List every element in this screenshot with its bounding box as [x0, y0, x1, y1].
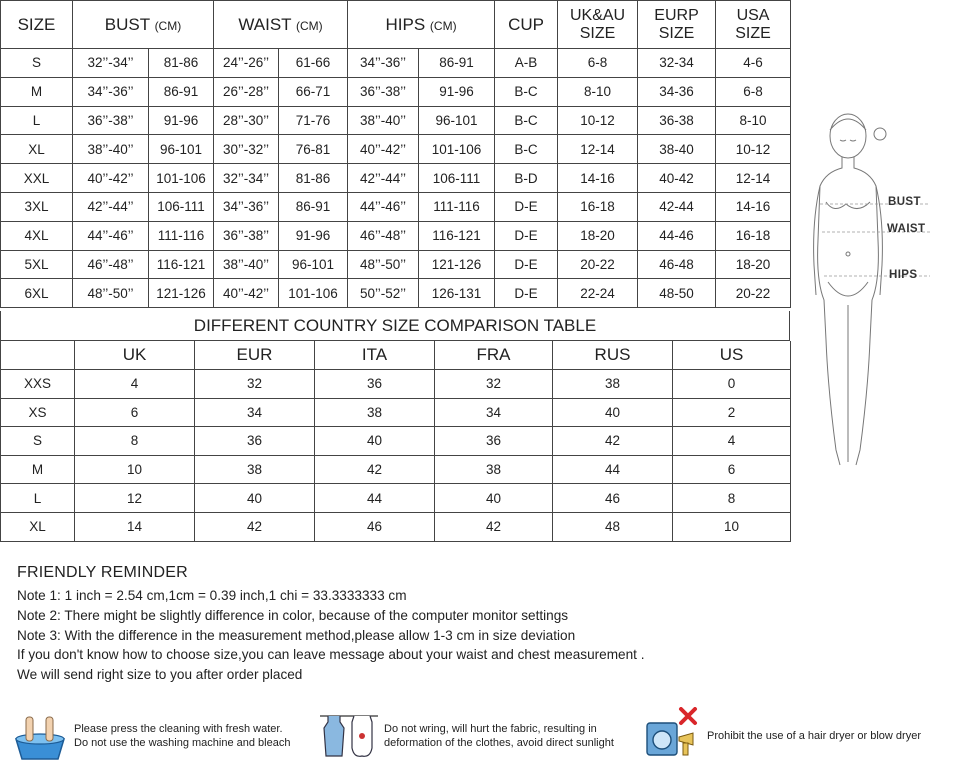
comparison-value-cell: 6	[75, 398, 195, 427]
comparison-value-cell: 8	[75, 427, 195, 456]
reminder-note-2: Note 2: There might be slightly difference in color, because of the computer monitor settings	[17, 607, 569, 623]
comparison-value-cell: 36	[435, 427, 553, 456]
comparison-table	[0, 341, 791, 542]
size-value-cell: 34’’-36’’	[73, 77, 149, 106]
size-value-cell: 96-101	[419, 106, 495, 135]
size-label-cell: M	[1, 77, 73, 106]
comparison-value-cell: 46	[553, 484, 673, 513]
header-ukau-size: UK&AU SIZE	[558, 1, 638, 49]
comparison-value-cell: 34	[435, 398, 553, 427]
comparison-value-cell: 6	[673, 455, 791, 484]
care-wash-instruction	[10, 706, 320, 766]
size-label-cell: XL	[1, 135, 73, 164]
header-usa-size: USA SIZE	[716, 1, 791, 49]
size-value-cell: 46-48	[638, 250, 716, 279]
size-row	[1, 279, 791, 308]
size-value-cell: 38’’-40’’	[214, 250, 279, 279]
size-value-cell: 18-20	[558, 221, 638, 250]
hair-bun-shape	[874, 128, 886, 140]
size-value-cell: B-D	[495, 164, 558, 193]
size-chart-table	[0, 0, 791, 308]
comparison-value-cell: 32	[435, 370, 553, 399]
comparison-header-cell	[1, 341, 75, 370]
size-value-cell: 81-86	[149, 49, 214, 78]
comparison-size-cell: L	[1, 484, 75, 513]
left-body-outline	[818, 157, 842, 465]
size-value-cell: D-E	[495, 279, 558, 308]
comparison-size-cell: XL	[1, 512, 75, 541]
size-value-cell: D-E	[495, 221, 558, 250]
reminder-note-1: Note 1: 1 inch = 2.54 cm,1cm = 0.39 inch,1 chi = 33.3333333 cm	[17, 588, 407, 603]
size-value-cell: 96-101	[149, 135, 214, 164]
size-value-cell: 4-6	[716, 49, 791, 78]
size-value-cell: 30’’-32’’	[214, 135, 279, 164]
size-value-cell: 40-42	[638, 164, 716, 193]
header-waist: WAIST (CM)	[214, 1, 348, 49]
size-value-cell: 111-116	[149, 221, 214, 250]
size-value-cell: 91-96	[149, 106, 214, 135]
size-value-cell: 46’’-48’’	[348, 221, 419, 250]
size-value-cell: 44’’-46’’	[348, 192, 419, 221]
header-size: SIZE	[1, 1, 73, 49]
comparison-row	[1, 370, 791, 399]
comparison-value-cell: 8	[673, 484, 791, 513]
size-row	[1, 221, 791, 250]
size-value-cell: 12-14	[716, 164, 791, 193]
header-eurp-size: EURP SIZE	[638, 1, 716, 49]
size-value-cell: 101-106	[149, 164, 214, 193]
size-value-cell: 6-8	[716, 77, 791, 106]
size-value-cell: 81-86	[279, 164, 348, 193]
reminder-note-4: If you don't know how to choose size,you can leave message about your waist and chest measurement .	[17, 647, 645, 663]
size-value-cell: 96-101	[279, 250, 348, 279]
comparison-value-cell: 40	[553, 398, 673, 427]
size-value-cell: 111-116	[419, 192, 495, 221]
size-value-cell: 44’’-46’’	[73, 221, 149, 250]
size-value-cell: 36’’-38’’	[73, 106, 149, 135]
size-value-cell: 71-76	[279, 106, 348, 135]
navel-shape	[846, 252, 850, 256]
comparison-header-cell: ITA	[315, 341, 435, 370]
comparison-value-cell: 40	[315, 427, 435, 456]
size-value-cell: 86-91	[149, 77, 214, 106]
size-row	[1, 250, 791, 279]
header-bust: BUST (CM)	[73, 1, 214, 49]
no-wring-icon	[318, 708, 380, 764]
size-value-cell: 48’’-50’’	[73, 279, 149, 308]
size-row	[1, 164, 791, 193]
size-value-cell: 116-121	[149, 250, 214, 279]
size-label-cell: S	[1, 49, 73, 78]
size-value-cell: 42-44	[638, 192, 716, 221]
comparison-value-cell: 44	[553, 455, 673, 484]
size-value-cell: 126-131	[419, 279, 495, 308]
comparison-size-cell: M	[1, 455, 75, 484]
size-value-cell: 48’’-50’’	[348, 250, 419, 279]
size-value-cell: 50’’-52’’	[348, 279, 419, 308]
body-measurement-figure	[800, 90, 960, 490]
size-value-cell: 20-22	[558, 250, 638, 279]
size-value-cell: 6-8	[558, 49, 638, 78]
comparison-value-cell: 0	[673, 370, 791, 399]
header-hips: HIPS (CM)	[348, 1, 495, 49]
size-value-cell: 46’’-48’’	[73, 250, 149, 279]
size-label-cell: L	[1, 106, 73, 135]
comparison-row	[1, 455, 791, 484]
comparison-header-cell: RUS	[553, 341, 673, 370]
comparison-value-cell: 38	[553, 370, 673, 399]
comparison-header-cell: UK	[75, 341, 195, 370]
comparison-value-cell: 44	[315, 484, 435, 513]
comparison-value-cell: 42	[435, 512, 553, 541]
size-value-cell: 28’’-30’’	[214, 106, 279, 135]
wash-text-2: Do not use the washing machine and bleach	[74, 737, 291, 749]
head-shape	[830, 114, 866, 158]
size-value-cell: 40’’-42’’	[348, 135, 419, 164]
size-value-cell: 34’’-36’’	[348, 49, 419, 78]
comparison-value-cell: 38	[195, 455, 315, 484]
reminder-note-5: We will send right size to you after order placed	[17, 667, 303, 683]
wring-text-2: deformation of the clothes, avoid direct sunlight	[384, 737, 614, 749]
comparison-row	[1, 512, 791, 541]
size-value-cell: 101-106	[279, 279, 348, 308]
size-value-cell: 12-14	[558, 135, 638, 164]
comparison-row	[1, 484, 791, 513]
size-value-cell: 76-81	[279, 135, 348, 164]
closed-eyes-shape	[840, 140, 856, 141]
comparison-header-cell: FRA	[435, 341, 553, 370]
bust-shape	[826, 202, 870, 209]
size-row	[1, 77, 791, 106]
comparison-value-cell: 42	[553, 427, 673, 456]
size-value-cell: 38’’-40’’	[348, 106, 419, 135]
wash-text-1: Please press the cleaning with fresh water.	[74, 723, 283, 735]
size-value-cell: 36’’-38’’	[348, 77, 419, 106]
hand-wash-icon	[10, 709, 70, 763]
size-value-cell: 44-46	[638, 221, 716, 250]
size-value-cell: 32’’-34’’	[214, 164, 279, 193]
comparison-size-cell: XS	[1, 398, 75, 427]
size-value-cell: 116-121	[419, 221, 495, 250]
comparison-row	[1, 427, 791, 456]
size-value-cell: 121-126	[419, 250, 495, 279]
size-row	[1, 135, 791, 164]
comparison-value-cell: 46	[315, 512, 435, 541]
size-label-cell: 4XL	[1, 221, 73, 250]
comparison-value-cell: 42	[195, 512, 315, 541]
size-value-cell: 48-50	[638, 279, 716, 308]
comparison-value-cell: 48	[553, 512, 673, 541]
comparison-value-cell: 40	[435, 484, 553, 513]
comparison-value-cell: 38	[315, 398, 435, 427]
size-value-cell: 10-12	[716, 135, 791, 164]
comparison-value-cell: 32	[195, 370, 315, 399]
size-value-cell: 86-91	[419, 49, 495, 78]
comparison-value-cell: 36	[315, 370, 435, 399]
size-value-cell: 8-10	[716, 106, 791, 135]
size-value-cell: 106-111	[419, 164, 495, 193]
size-value-cell: 101-106	[419, 135, 495, 164]
size-value-cell: 91-96	[419, 77, 495, 106]
size-value-cell: 38’’-40’’	[73, 135, 149, 164]
size-value-cell: 38-40	[638, 135, 716, 164]
comparison-value-cell: 34	[195, 398, 315, 427]
friendly-reminder	[17, 564, 777, 685]
size-value-cell: 42’’-44’’	[348, 164, 419, 193]
hips-label: HIPS	[889, 269, 918, 281]
size-value-cell: 32’’-34’’	[73, 49, 149, 78]
size-value-cell: 61-66	[279, 49, 348, 78]
right-body-outline	[854, 157, 878, 465]
size-value-cell: 86-91	[279, 192, 348, 221]
size-value-cell: 36-38	[638, 106, 716, 135]
reminder-note-3: Note 3: With the difference in the measurement method,please allow 1-3 cm in size deviation	[17, 627, 576, 643]
size-value-cell: 26’’-28’’	[214, 77, 279, 106]
size-value-cell: D-E	[495, 192, 558, 221]
care-dryer-instruction	[643, 706, 955, 766]
size-label-cell: XXL	[1, 164, 73, 193]
comparison-header-cell: US	[673, 341, 791, 370]
size-value-cell: 36’’-38’’	[214, 221, 279, 250]
dryer-text: Prohibit the use of a hair dryer or blow dryer	[707, 730, 921, 742]
comparison-value-cell: 12	[75, 484, 195, 513]
size-row	[1, 192, 791, 221]
no-dryer-icon	[643, 707, 703, 765]
comparison-value-cell: 40	[195, 484, 315, 513]
size-value-cell: 40’’-42’’	[73, 164, 149, 193]
size-value-cell: A-B	[495, 49, 558, 78]
comparison-value-cell: 38	[435, 455, 553, 484]
size-value-cell: B-C	[495, 135, 558, 164]
size-value-cell: 14-16	[558, 164, 638, 193]
comparison-value-cell: 2	[673, 398, 791, 427]
size-value-cell: 106-111	[149, 192, 214, 221]
comparison-header	[1, 341, 791, 370]
comparison-value-cell: 14	[75, 512, 195, 541]
comparison-row	[1, 398, 791, 427]
size-value-cell: 16-18	[716, 221, 791, 250]
size-value-cell: B-C	[495, 106, 558, 135]
size-chart-header	[1, 1, 791, 49]
size-value-cell: 10-12	[558, 106, 638, 135]
size-value-cell: 8-10	[558, 77, 638, 106]
size-row	[1, 49, 791, 78]
size-label-cell: 3XL	[1, 192, 73, 221]
size-value-cell: 18-20	[716, 250, 791, 279]
size-value-cell: 24’’-26’’	[214, 49, 279, 78]
hip-shape	[828, 282, 868, 296]
header-cup: CUP	[495, 1, 558, 49]
comparison-size-cell: XXS	[1, 370, 75, 399]
size-value-cell: 66-71	[279, 77, 348, 106]
size-label-cell: 6XL	[1, 279, 73, 308]
size-label-cell: 5XL	[1, 250, 73, 279]
comparison-value-cell: 10	[673, 512, 791, 541]
size-value-cell: 40’’-42’’	[214, 279, 279, 308]
size-row	[1, 106, 791, 135]
comparison-value-cell: 4	[75, 370, 195, 399]
body-outline-illustration	[800, 90, 960, 490]
size-value-cell: 22-24	[558, 279, 638, 308]
comparison-value-cell: 10	[75, 455, 195, 484]
comparison-value-cell: 42	[315, 455, 435, 484]
size-value-cell: 14-16	[716, 192, 791, 221]
comparison-header-cell: EUR	[195, 341, 315, 370]
size-value-cell: 42’’-44’’	[73, 192, 149, 221]
comparison-value-cell: 36	[195, 427, 315, 456]
comparison-title: DIFFERENT COUNTRY SIZE COMPARISON TABLE	[0, 311, 790, 341]
size-value-cell: B-C	[495, 77, 558, 106]
size-value-cell: 16-18	[558, 192, 638, 221]
size-value-cell: 32-34	[638, 49, 716, 78]
comparison-size-cell: S	[1, 427, 75, 456]
waist-label: WAIST	[887, 223, 926, 235]
reminder-title: FRIENDLY REMINDER	[17, 564, 188, 581]
comparison-value-cell: 4	[673, 427, 791, 456]
size-value-cell: 91-96	[279, 221, 348, 250]
size-value-cell: 20-22	[716, 279, 791, 308]
bust-label: BUST	[888, 196, 921, 208]
size-value-cell: 34-36	[638, 77, 716, 106]
size-value-cell: D-E	[495, 250, 558, 279]
size-value-cell: 34’’-36’’	[214, 192, 279, 221]
care-wring-instruction	[318, 706, 648, 766]
size-value-cell: 121-126	[149, 279, 214, 308]
wring-text-1: Do not wring, will hurt the fabric, resulting in	[384, 723, 597, 735]
